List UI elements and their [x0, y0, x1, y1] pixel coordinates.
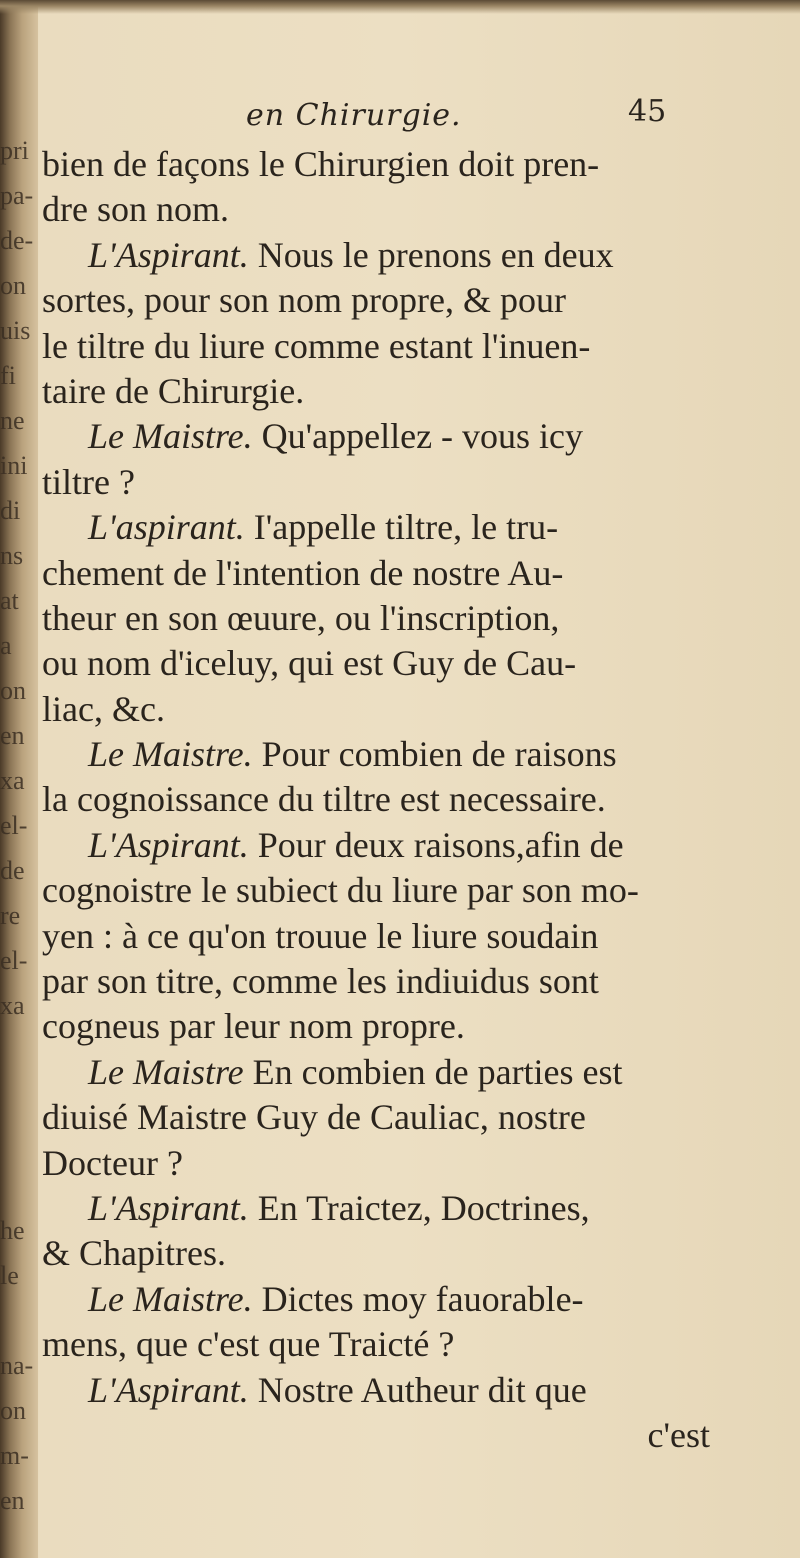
line-text: chement de l'intention de nostre Au-	[42, 552, 564, 593]
facing-fragment	[0, 1118, 34, 1163]
line-text: bien de façons le Chirurgien doit pren-	[42, 144, 600, 184]
text-line	[42, 1004, 722, 1049]
line-text: sortes, pour son nom propre, & pour	[42, 280, 566, 321]
text-line	[42, 324, 722, 369]
line-text: Qu'appellez - vous icy	[261, 416, 584, 457]
facing-fragment	[0, 1298, 34, 1343]
facing-page-fragments	[0, 128, 34, 1523]
facing-fragment: re	[0, 901, 21, 930]
line-text: Nous le prenons en deux	[257, 234, 614, 275]
text-line	[42, 687, 722, 732]
facing-fragment	[0, 1163, 34, 1208]
facing-fragment: fi	[0, 361, 16, 390]
line-text: tiltre ?	[42, 461, 135, 502]
speaker-label: L'aspirant.	[88, 507, 254, 548]
text-line	[42, 1413, 722, 1458]
line-text: Dictes moy fauorable-	[261, 1278, 584, 1319]
line-text: Nostre Autheur dit que	[257, 1369, 587, 1410]
line-text: yen : à ce qu'on trouue le liure soudain	[42, 915, 599, 956]
facing-fragment: de-	[0, 226, 34, 255]
speaker-label: L'Aspirant.	[88, 1369, 258, 1410]
page-top-edge	[0, 0, 800, 14]
text-line	[42, 1368, 722, 1413]
line-text: cognoistre le subiect du liure par son mo-	[42, 870, 639, 911]
facing-fragment: on	[0, 1396, 26, 1425]
line-text: Pour combien de raisons	[261, 734, 617, 775]
line-text: & Chapitres.	[42, 1233, 226, 1274]
text-line	[42, 1186, 722, 1231]
line-text: par son titre, comme les indiuidus sont	[42, 961, 599, 1002]
facing-fragment: el-	[0, 946, 28, 975]
page-number: 45	[628, 94, 667, 129]
line-text: cogneus par leur nom propre.	[42, 1006, 465, 1047]
text-line	[42, 460, 722, 505]
text-line	[42, 1095, 722, 1140]
speaker-label: Le Maistre.	[88, 416, 262, 457]
facing-fragment: en	[0, 1486, 25, 1515]
speaker-label: Le Maistre.	[88, 734, 262, 775]
text-line	[42, 1231, 722, 1276]
text-line	[42, 777, 722, 822]
line-text: la cognoissance du tiltre est necessaire.	[42, 779, 606, 820]
facing-fragment	[0, 1028, 34, 1073]
text-line	[42, 187, 722, 232]
line-text: mens, que c'est que Traicté ?	[42, 1324, 455, 1365]
line-text: le tiltre du liure comme estant l'inuen-	[42, 325, 591, 366]
line-text: theur en son œuure, ou l'inscription,	[42, 597, 560, 638]
text-line	[42, 369, 722, 414]
text-line	[42, 1141, 722, 1186]
speaker-label: L'Aspirant.	[88, 234, 258, 275]
text-line	[42, 414, 722, 459]
facing-fragment: na-	[0, 1351, 34, 1380]
text-line	[42, 868, 722, 913]
text-line	[42, 1050, 722, 1095]
facing-fragment	[0, 1073, 34, 1118]
line-text: I'appelle tiltre, le tru-	[253, 507, 559, 548]
text-line	[42, 1322, 722, 1367]
body-text	[42, 142, 722, 1458]
facing-fragment: uis	[0, 316, 31, 345]
facing-fragment: he	[0, 1216, 25, 1245]
speaker-label: Le Maistre	[88, 1051, 253, 1092]
line-text: dre son nom.	[42, 189, 229, 230]
facing-fragment: ne	[0, 406, 25, 435]
text-line	[42, 1277, 722, 1322]
line-text: En Traictez, Doctrines,	[257, 1187, 590, 1228]
facing-fragment: en	[0, 721, 25, 750]
text-line	[42, 142, 722, 187]
text-line	[42, 278, 722, 323]
facing-fragment: xa	[0, 766, 25, 795]
speaker-label: Le Maistre.	[88, 1278, 262, 1319]
facing-fragment: m-	[0, 1441, 29, 1470]
facing-fragment: di	[0, 496, 21, 525]
facing-fragment: on	[0, 271, 26, 300]
facing-fragment: ns	[0, 541, 24, 570]
text-line	[42, 233, 722, 278]
facing-fragment: a	[0, 631, 12, 660]
facing-fragment: xa	[0, 991, 25, 1020]
line-text: c'est	[647, 1414, 710, 1455]
text-line	[42, 959, 722, 1004]
line-text: ou nom d'iceluy, qui est Guy de Cau-	[42, 643, 577, 684]
facing-fragment: el-	[0, 811, 28, 840]
line-text: liac, &c.	[42, 688, 165, 729]
line-text: En combien de parties est	[252, 1051, 623, 1092]
text-line	[42, 823, 722, 868]
line-text: Docteur ?	[42, 1142, 183, 1183]
speaker-label: L'Aspirant.	[88, 1187, 258, 1228]
facing-fragment: on	[0, 676, 26, 705]
text-line	[42, 732, 722, 777]
text-line	[42, 641, 722, 686]
text-line	[42, 551, 722, 596]
facing-fragment: ini	[0, 451, 28, 480]
facing-fragment: pa-	[0, 181, 34, 210]
facing-fragment: pri	[0, 136, 29, 165]
text-line	[42, 596, 722, 641]
text-line	[42, 914, 722, 959]
text-line	[42, 505, 722, 550]
facing-fragment: at	[0, 586, 19, 615]
line-text: taire de Chirurgie.	[42, 370, 305, 411]
running-head: en Chirurgie.	[246, 98, 462, 133]
line-text: diuisé Maistre Guy de Cauliac, nostre	[42, 1097, 586, 1138]
facing-fragment: de	[0, 856, 25, 885]
speaker-label: L'Aspirant.	[88, 824, 258, 865]
line-text: Pour deux raisons,afin de	[257, 824, 624, 865]
facing-fragment: le	[0, 1261, 19, 1290]
